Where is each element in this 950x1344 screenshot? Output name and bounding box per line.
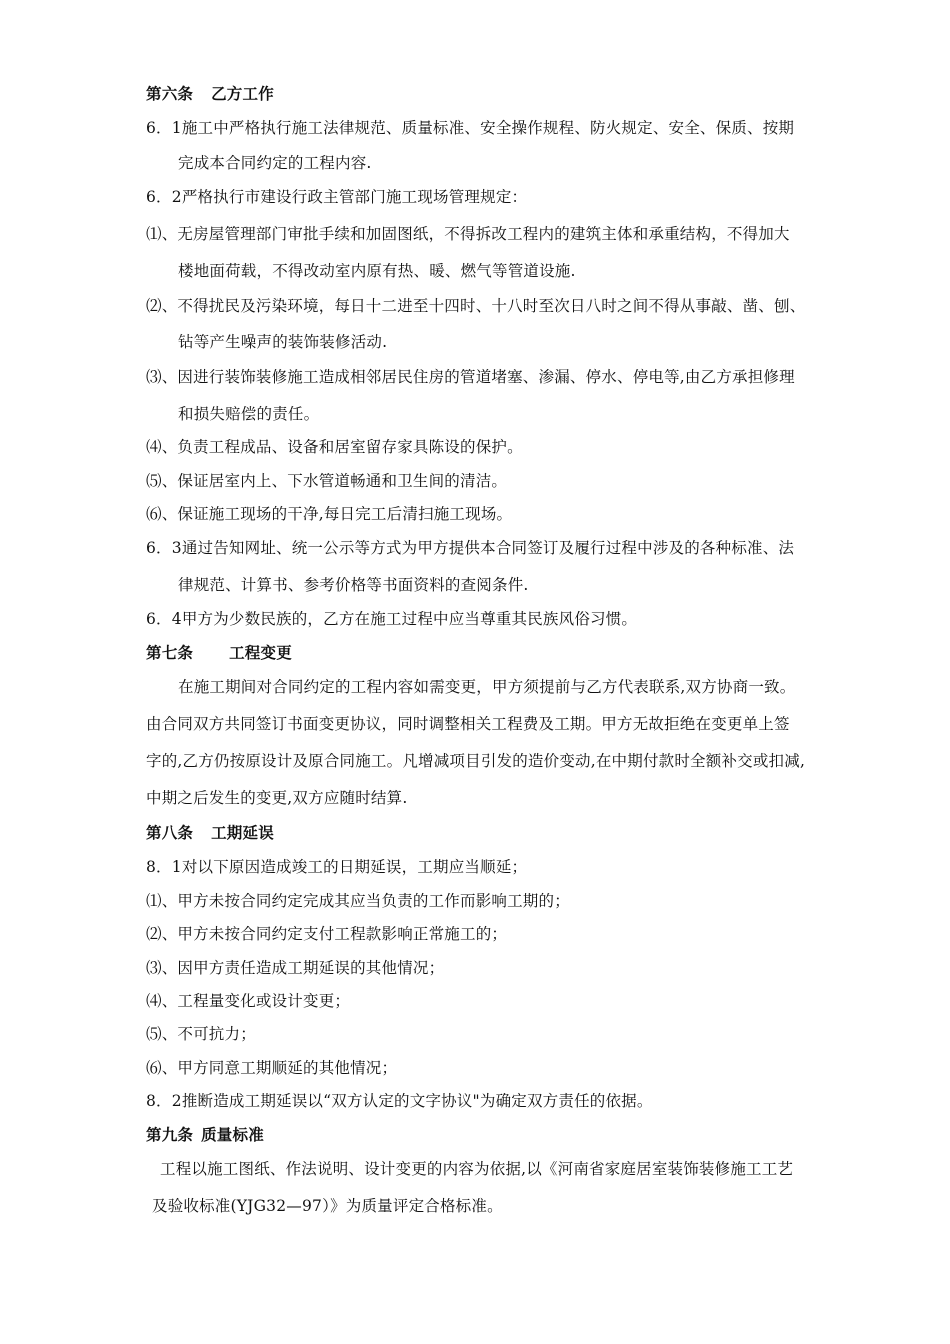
article-7-title: 工程变更 — [229, 643, 292, 662]
item-6-2-6: ⑹、保证施工现场的干净,每日完工后清扫施工现场。 — [146, 505, 513, 523]
article-9-number: 第九条 — [146, 1125, 194, 1144]
article-7-heading — [146, 643, 292, 663]
clause-6-1-line-2: 完成本合同约定的工程内容. — [178, 154, 372, 172]
item-6-2-2-line-1: ⑵、不得扰民及污染环境，每日十二进至十四时、十八时至次日八时之间不得从事敲、凿、刨、 — [146, 297, 806, 315]
article-8-heading — [146, 823, 274, 843]
clause-6-1-line-1: 6．1施工中严格执行施工法律规范、质量标准、安全操作规程、防火规定、安全、保质、按期 — [146, 119, 795, 137]
article-9-line-2: 及验收标准(YJG32—97）》为质量评定合格标准。 — [152, 1197, 503, 1215]
article-6-number: 第六条 — [146, 84, 194, 103]
article-7-line-4: 中期之后发生的变更,双方应随时结算. — [146, 789, 408, 807]
article-7-line-2: 由合同双方共同签订书面变更协议，同时调整相关工程费及工期。甲方无故拒绝在变更单上签 — [146, 715, 790, 733]
item-6-2-3-line-2: 和损失赔偿的责任。 — [178, 405, 320, 423]
clause-8-1: 8．1对以下原因造成竣工的日期延误，工期应当顺延； — [146, 858, 528, 876]
item-6-2-1-line-2: 楼地面荷载，不得改动室内原有热、暖、燃气等管道设施. — [178, 262, 576, 280]
item-8-1-1: ⑴、甲方未按合同约定完成其应当负责的工作而影响工期的； — [146, 892, 570, 910]
article-6-heading — [146, 84, 274, 104]
item-6-2-2-line-2: 钻等产生噪声的装饰装修活动. — [178, 333, 388, 351]
clause-6-3-line-1: 6．3通过告知网址、统一公示等方式为甲方提供本合同签订及履行过程中涉及的各种标准、法 — [146, 539, 795, 557]
article-9-title: 质量标准 — [201, 1125, 264, 1144]
item-6-2-5: ⑸、保证居室内上、下水管道畅通和卫生间的清洁。 — [146, 472, 508, 490]
clause-8-2: 8．2推断造成工期延误以“双方认定的文字协议"为确定双方责任的依据。 — [146, 1092, 653, 1110]
article-9-line-1: 工程以施工图纸、作法说明、设计变更的内容为依据,以《河南省家庭居室装饰装修施工工艺 — [160, 1160, 794, 1178]
clause-6-2: 6．2严格执行市建设行政主管部门施工现场管理规定： — [146, 188, 528, 206]
clause-6-3-line-2: 律规范、计算书、参考价格等书面资料的查阅条件. — [178, 576, 529, 594]
item-6-2-3-line-1: ⑶、因进行装饰装修施工造成相邻居民住房的管道堵塞、渗漏、停水、停电等,由乙方承担修理 — [146, 368, 795, 386]
item-8-1-5: ⑸、不可抗力； — [146, 1025, 256, 1043]
article-8-number: 第八条 — [146, 823, 194, 842]
item-8-1-3: ⑶、因甲方责任造成工期延误的其他情况； — [146, 959, 445, 977]
article-8-title: 工期延误 — [211, 823, 274, 842]
article-9-heading — [146, 1125, 264, 1145]
article-7-line-1: 在施工期间对合同约定的工程内容如需变更，甲方须提前与乙方代表联系,双方协商一致。 — [178, 678, 796, 696]
item-8-1-6: ⑹、甲方同意工期顺延的其他情况； — [146, 1059, 398, 1077]
article-7-line-3: 字的,乙方仍按原设计及原合同施工。凡增减项目引发的造价变动,在中期付款时全额补交或扣减, — [146, 752, 806, 770]
item-6-2-4: ⑷、负责工程成品、设备和居室留存家具陈设的保护。 — [146, 438, 523, 456]
clause-6-4: 6．4甲方为少数民族的，乙方在施工过程中应当尊重其民族风俗习惯。 — [146, 610, 638, 628]
article-6-title: 乙方工作 — [211, 84, 274, 103]
item-8-1-4: ⑷、工程量变化或设计变更； — [146, 992, 351, 1010]
item-6-2-1-line-1: ⑴、无房屋管理部门审批手续和加固图纸，不得拆改工程内的建筑主体和承重结构，不得加大 — [146, 225, 790, 243]
article-7-number: 第七条 — [146, 643, 194, 662]
item-8-1-2: ⑵、甲方未按合同约定支付工程款影响正常施工的； — [146, 925, 508, 943]
